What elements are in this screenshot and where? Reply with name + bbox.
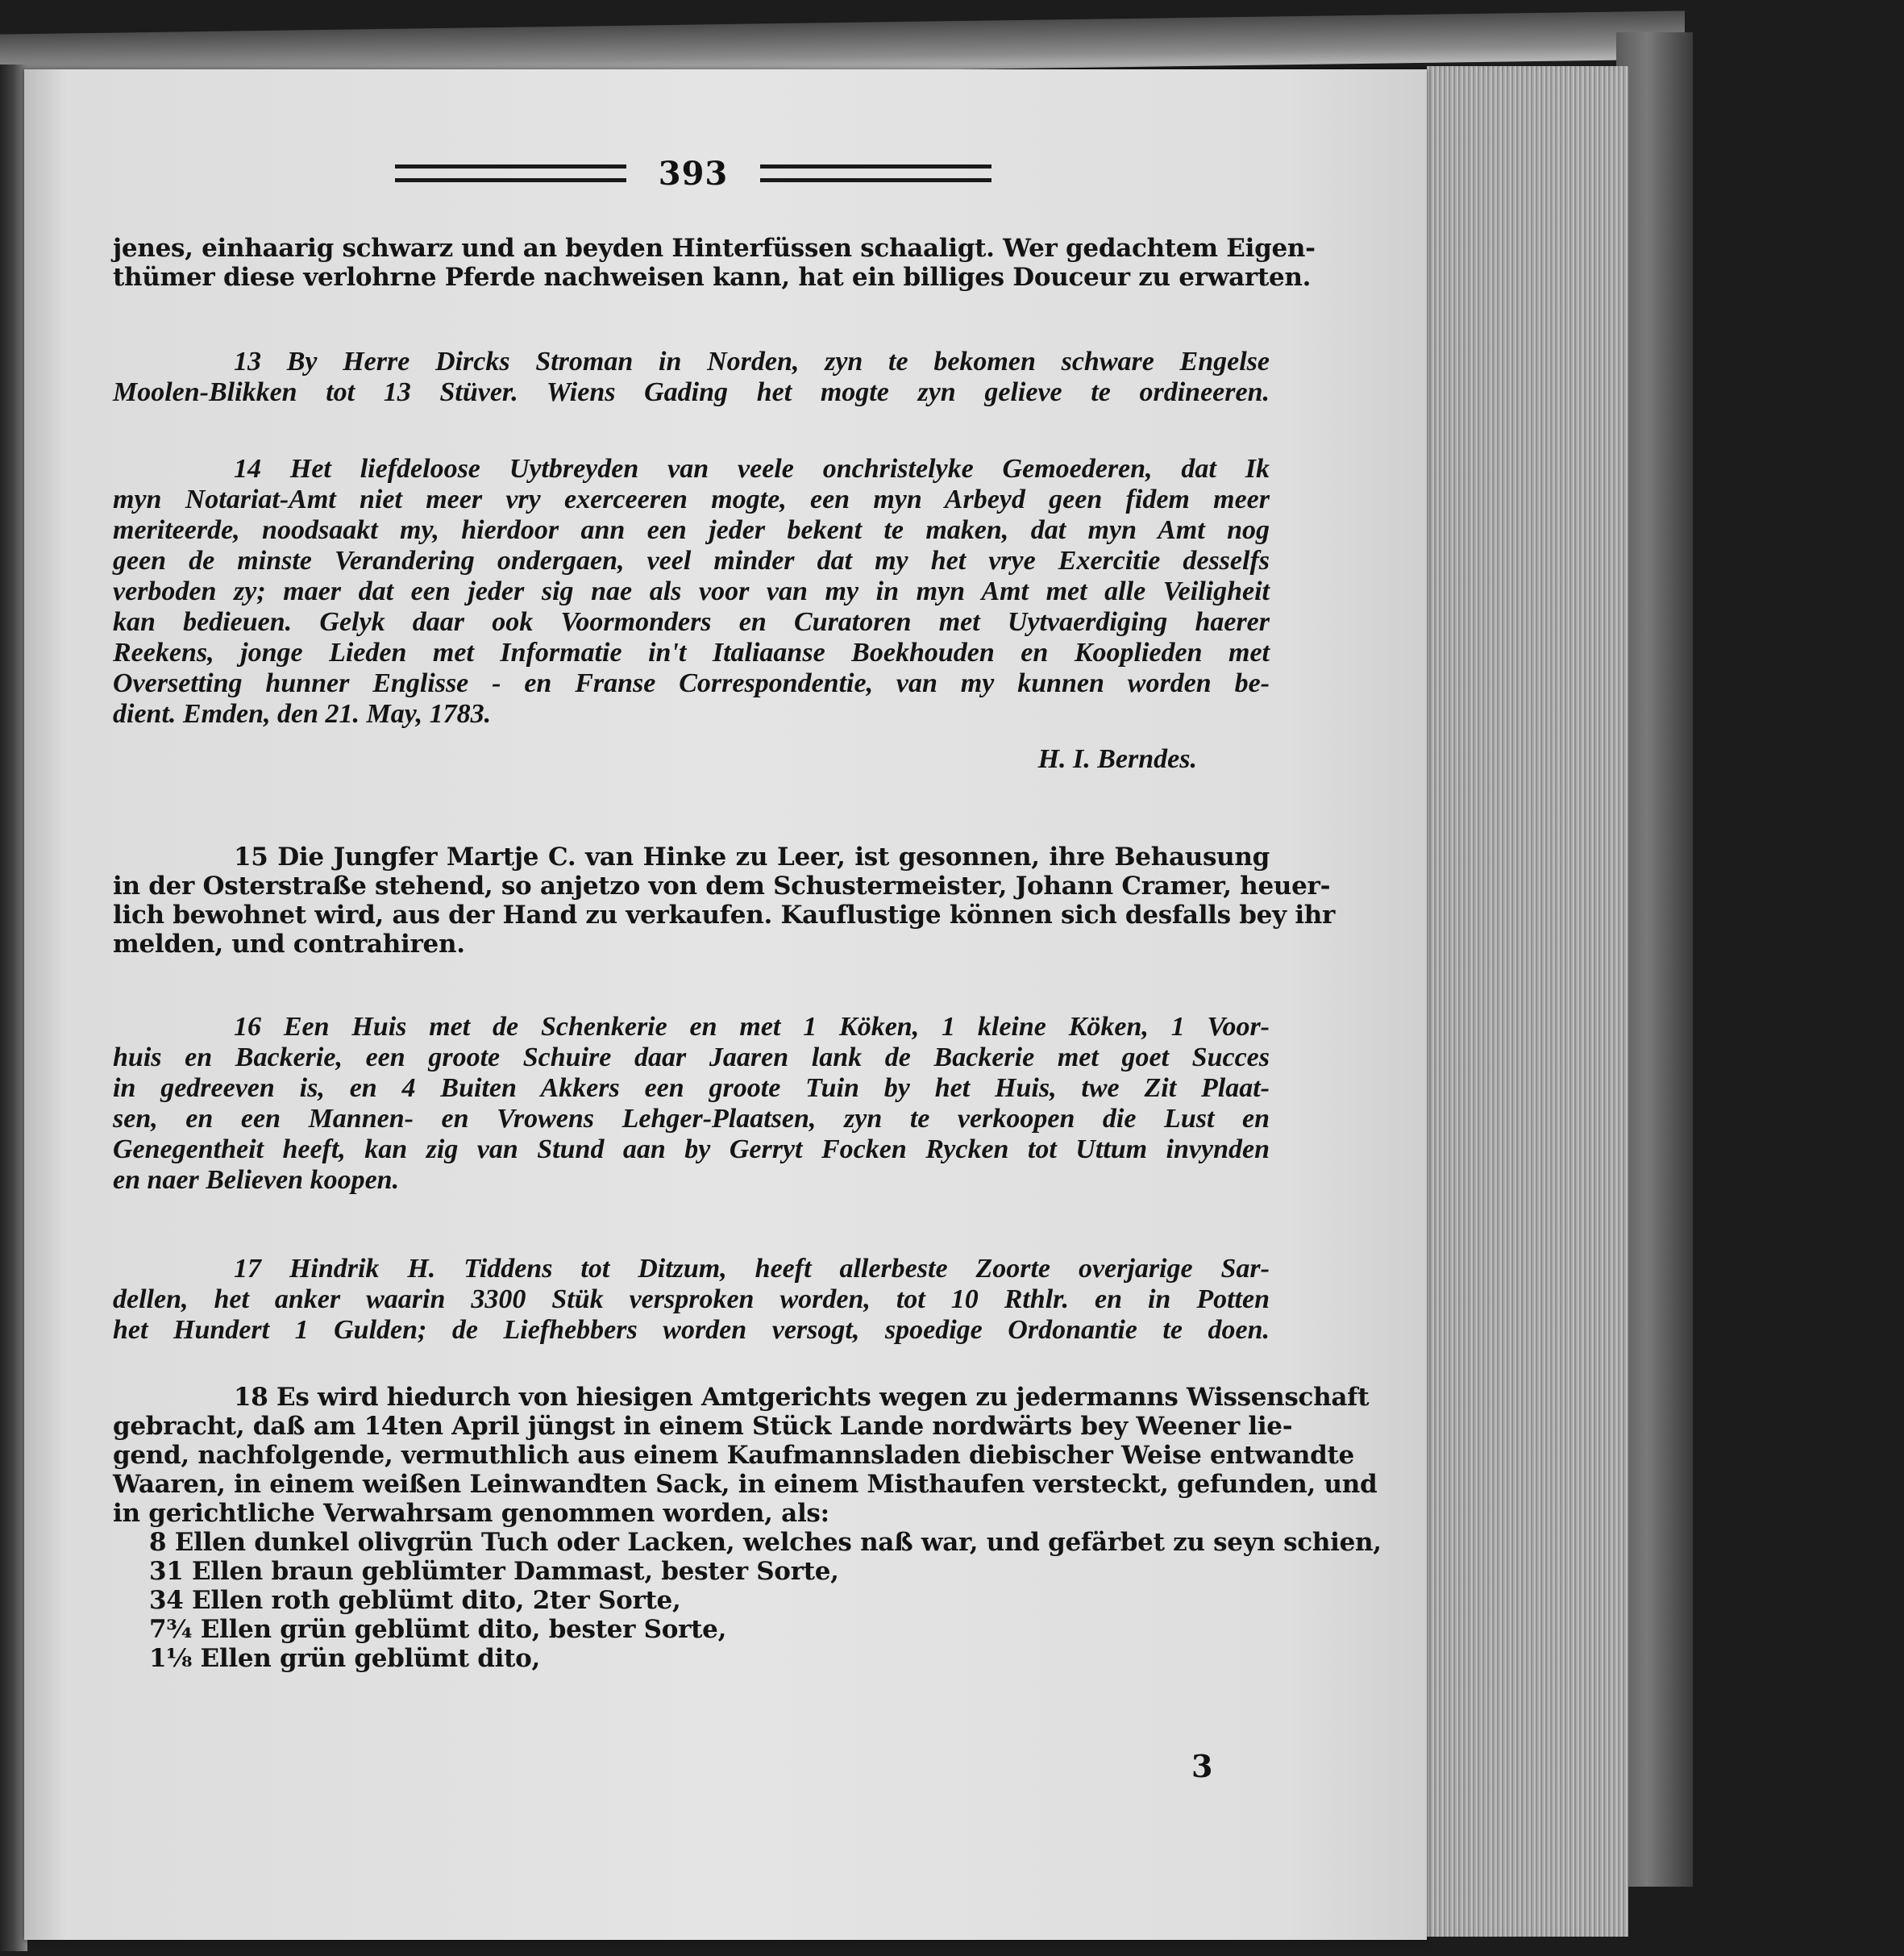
text-line: geen de minste Verandering ondergaen, veel minder dat my het vrye Exercitie desselfs [113,546,1270,576]
text-line: thümer diese verlohrne Pferde nachweisen kann, hat ein billiges Douceur zu erwarten. [113,263,1312,292]
text-line: Genegentheit heeft, kan zig van Stund aan by Gerryt Focken Rycken tot Uttum invynden [113,1134,1270,1164]
text-line: dellen, het anker waarin 3300 Stük versproken worden, tot 10 Rthlr. en in Potten [113,1284,1270,1314]
text-line: melden, und contrahiren. [113,930,465,959]
text-line: sen, en een Mannen- en Vrowens Lehger-Plaatsen, zyn te verkoopen die Lust en [113,1104,1270,1134]
text-line: jenes, einhaarig schwarz und an beyden Hinterfüssen schaaligt. Wer gedachtem Eigen- [113,234,1316,263]
entry-18 [113,1383,1382,1673]
list-item: 31 Ellen braun geblümter Dammast, bester Sorte, [149,1557,839,1586]
list-item: 34 Ellen roth geblümt dito, 2ter Sorte, [149,1586,681,1615]
text-line: in gerichtliche Verwahrsam genommen worden, als: [113,1499,829,1528]
text-line: Waaren, in einem weißen Leinwandten Sack, in einem Misthaufen versteckt, gefunden, und [113,1470,1378,1499]
text-line: 14 Het liefdeloose Uytbreyden van veele onchristelyke Gemoederen, dat Ik [234,454,1270,484]
list-item: 7¾ Ellen grün geblümt dito, bester Sorte, [149,1615,727,1644]
entry-13 [113,347,1270,408]
text-line: 17 Hindrik H. Tiddens tot Ditzum, heeft allerbeste Zoorte overjarige Sar- [234,1254,1270,1284]
list-item: 8 Ellen dunkel olivgrün Tuch oder Lacken, welches naß war, und gefärbet zu seyn schien, [149,1528,1382,1557]
text-line: Moolen-Blikken tot 13 Stüver. Wiens Gading het mogte zyn gelieve te ordineeren. [113,377,1270,407]
text-line: 18 Es wird hiedurch von hiesigen Amtgerichts wegen zu jedermanns Wissenschaft [234,1383,1370,1412]
text-line: lich bewohnet wird, aus der Hand zu verkaufen. Kauflustige können sich desfalls bey ihr [113,901,1336,930]
page-block-edges [1427,66,1628,1937]
header-rule-right [760,164,991,182]
text-line: gebracht, daß am 14ten April jüngst in einem Stück Lande nordwärts bey Weener lie- [113,1412,1293,1441]
entry-continued [113,234,1316,292]
entry-14 [113,454,1270,775]
text-line: 13 By Herre Dircks Stroman in Norden, zyn te bekomen schware Engelse [234,347,1270,377]
text-line: kan bedieuen. Gelyk daar ook Voormonders en Curatoren met Uytvaerdiging haerer [113,607,1270,637]
list-item: 1⅛ Ellen grün geblümt dito, [149,1644,541,1673]
page-number: 393 [658,154,729,193]
header-rule-left [395,164,626,182]
text-line: in der Osterstraße stehend, so anjetzo von dem Schustermeister, Johann Cramer, heuer- [113,872,1331,901]
text-line: myn Notariat-Amt niet meer vry exerceeren mogte, een myn Arbeyd geen fidem meer [113,485,1270,514]
text-line: huis en Backerie, een groote Schuire daar Jaaren lank de Backerie met goet Succes [113,1043,1270,1072]
entry-16 [113,1012,1270,1196]
signature: H. I. Berndes. [1037,744,1197,774]
text-line: dient. Emden, den 21. May, 1783. [113,699,492,729]
text-line: Reekens, jonge Lieden met Informatie in't Italiaanse Boekhouden en Kooplieden met [113,638,1270,668]
text-line: Oversetting hunner Englisse - en Franse Correspondentie, van my kunnen worden be- [113,668,1270,698]
text-line: 16 Een Huis met de Schenkerie en met 1 Köken, 1 kleine Köken, 1 Voor- [234,1012,1270,1042]
text-line: meriteerde, noodsaakt my, hierdoor ann een jeder bekent te maken, dat myn Amt nog [113,515,1270,545]
text-line: verboden zy; maer dat een jeder sig nae als voor van my in myn Amt met alle Veiligheit [113,576,1270,606]
entry-17 [113,1254,1270,1346]
facing-page-edge [0,65,27,1951]
text-line: het Hundert 1 Gulden; de Liefhebbers worden versogt, spoedige Ordonantie te doen. [113,1315,1270,1345]
page-header [395,153,991,194]
text-line: gend, nachfolgende, vermuthlich aus einem Kaufmannsladen diebischer Weise entwandte [113,1441,1354,1470]
text-line: 15 Die Jungfer Martje C. van Hinke zu Leer, ist gesonnen, ihre Behausung [234,843,1270,872]
entry-15 [113,843,1336,959]
text-line: en naer Believen koopen. [113,1165,400,1195]
catchword: 3 [1191,1748,1213,1784]
text-line: in gedreeven is, en 4 Buiten Akkers een groote Tuin by het Huis, twe Zit Plaat- [113,1073,1270,1103]
